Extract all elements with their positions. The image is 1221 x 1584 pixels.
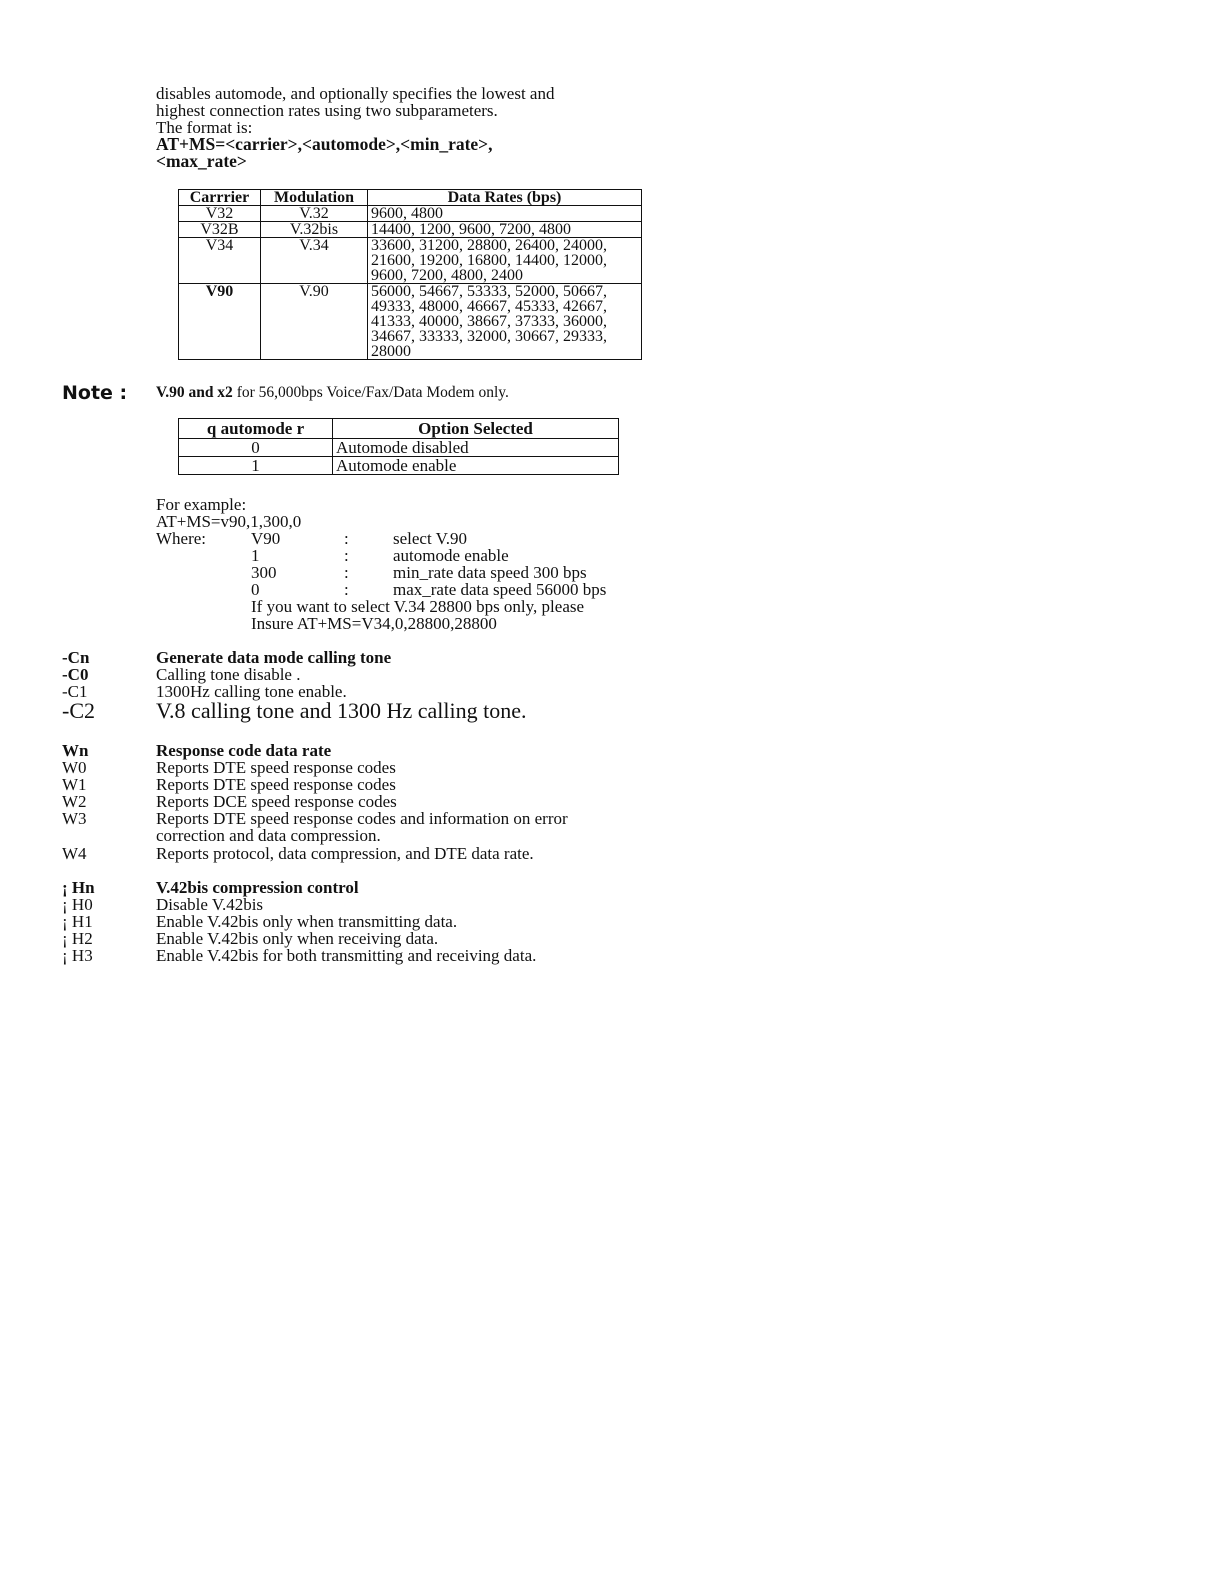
param-desc: max_rate data speed 56000 bps xyxy=(393,580,607,599)
carrier-cell: V34 xyxy=(179,238,261,284)
column-header: Carrrier xyxy=(179,190,261,206)
rates-line: 49333, 48000, 46667, 45333, 42667, xyxy=(371,298,607,315)
table-row xyxy=(179,439,619,457)
intro-line: disables automode, and optionally specifies the lowest and xyxy=(156,84,555,103)
example-command: AT+MS=v90,1,300,0 xyxy=(156,512,302,531)
command-desc: Reports protocol, data compression, and DTE data rate. xyxy=(156,844,534,863)
command-code: Wn xyxy=(62,741,89,760)
rates-cell xyxy=(368,284,642,360)
table-row xyxy=(179,238,642,284)
column-header: Modulation xyxy=(261,190,368,206)
rates-line: 34667, 33333, 32000, 30667, 29333, xyxy=(371,328,607,345)
modulation-cell: V.90 xyxy=(261,284,368,360)
table-row xyxy=(179,206,642,222)
section-heading: V.42bis compression control xyxy=(156,878,359,897)
command-desc: V.8 calling tone and 1300 Hz calling tone. xyxy=(156,698,527,723)
section-heading: Response code data rate xyxy=(156,741,332,760)
rates-cell xyxy=(368,206,642,222)
note-label: Note : xyxy=(62,382,128,404)
command-code: ¡ Hn xyxy=(62,878,95,897)
format-line: <max_rate> xyxy=(156,151,247,171)
command-desc: Reports DTE speed response codes xyxy=(156,775,396,794)
command-code: -C1 xyxy=(62,682,88,701)
option-cell: Automode enable xyxy=(333,457,619,475)
example-block xyxy=(156,496,676,636)
param-sep: : xyxy=(344,529,349,548)
param-sep: : xyxy=(344,546,349,565)
rates-line: 9600, 4800 xyxy=(371,205,443,222)
command-code: ¡ H1 xyxy=(62,912,93,931)
carrier-cell: V90 xyxy=(179,284,261,360)
command-code: W4 xyxy=(62,844,87,863)
command-code: ¡ H2 xyxy=(62,929,93,948)
option-cell: Automode disabled xyxy=(333,439,619,457)
command-desc: Reports DCE speed response codes xyxy=(156,792,397,811)
param-desc: min_rate data speed 300 bps xyxy=(393,563,587,582)
automode-value: 1 xyxy=(179,457,333,475)
rates-cell xyxy=(368,222,642,238)
rates-line: 56000, 54667, 53333, 52000, 50667, xyxy=(371,283,607,300)
example-extra: Insure AT+MS=V34,0,28800,28800 xyxy=(251,614,497,633)
command-code: W2 xyxy=(62,792,87,811)
command-desc: Reports DTE speed response codes and information on error xyxy=(156,809,568,828)
command-code: -C0 xyxy=(62,665,89,684)
param-name: V90 xyxy=(251,529,281,548)
note-body: for 56,000bps Voice/Fax/Data Modem only. xyxy=(232,384,509,401)
rates-line: 41333, 40000, 38667, 37333, 36000, xyxy=(371,313,607,330)
column-header: Data Rates (bps) xyxy=(368,190,642,206)
command-desc: Enable V.42bis only when transmitting data. xyxy=(156,912,458,931)
param-desc: select V.90 xyxy=(393,529,467,548)
command-desc: 1300Hz calling tone enable. xyxy=(156,682,347,701)
modulation-cell: V.34 xyxy=(261,238,368,284)
table-row xyxy=(179,457,619,475)
intro-line: highest connection rates using two subparameters. xyxy=(156,101,498,120)
command-desc: Calling tone disable . xyxy=(156,665,301,684)
param-name: 1 xyxy=(251,546,260,565)
command-desc: Disable V.42bis xyxy=(156,895,264,914)
command-desc: Enable V.42bis for both transmitting and receiving data. xyxy=(156,946,537,965)
rates-line: 9600, 7200, 4800, 2400 xyxy=(371,267,523,284)
rates-line: 21600, 19200, 16800, 14400, 12000, xyxy=(371,252,607,269)
modulation-cell: V.32bis xyxy=(261,222,368,238)
table-row xyxy=(179,284,642,360)
column-header: Option Selected xyxy=(333,419,619,439)
table-row xyxy=(179,222,642,238)
param-name: 300 xyxy=(251,563,277,582)
intro-paragraph xyxy=(156,85,676,170)
param-sep: : xyxy=(344,563,349,582)
carrier-rates-table xyxy=(178,189,642,360)
command-code: W1 xyxy=(62,775,87,794)
rates-cell xyxy=(368,238,642,284)
param-sep: : xyxy=(344,580,349,599)
command-desc: correction and data compression. xyxy=(156,826,381,845)
table-header-row xyxy=(179,190,642,206)
column-header: q automode r xyxy=(179,419,333,439)
carrier-cell: V32 xyxy=(179,206,261,222)
where-label: Where: xyxy=(156,529,207,548)
format-line: AT+MS=<carrier>,<automode>,<min_rate>, xyxy=(156,134,493,154)
modulation-cell: V.32 xyxy=(261,206,368,222)
example-heading: For example: xyxy=(156,495,247,514)
command-code: W0 xyxy=(62,758,87,777)
carrier-cell: V32B xyxy=(179,222,261,238)
automode-table xyxy=(178,418,619,475)
param-desc: automode enable xyxy=(393,546,509,565)
intro-line: The format is: xyxy=(156,118,253,137)
automode-value: 0 xyxy=(179,439,333,457)
command-code: ¡ H3 xyxy=(62,946,93,965)
rates-line: 28000 xyxy=(371,343,411,360)
rates-line: 14400, 1200, 9600, 7200, 4800 xyxy=(371,221,571,238)
note-text xyxy=(156,384,509,402)
table-header-row xyxy=(179,419,619,439)
command-code: -C2 xyxy=(62,698,95,723)
note-bold: V.90 and x2 xyxy=(156,384,233,401)
param-name: 0 xyxy=(251,580,260,599)
command-code: W3 xyxy=(62,809,87,828)
rates-line: 33600, 31200, 28800, 26400, 24000, xyxy=(371,237,607,254)
command-code: -Cn xyxy=(62,648,90,667)
section-heading: Generate data mode calling tone xyxy=(156,648,392,667)
command-code: ¡ H0 xyxy=(62,895,93,914)
command-desc: Reports DTE speed response codes xyxy=(156,758,396,777)
command-desc: Enable V.42bis only when receiving data. xyxy=(156,929,439,948)
example-extra: If you want to select V.34 28800 bps only, please xyxy=(251,597,585,616)
